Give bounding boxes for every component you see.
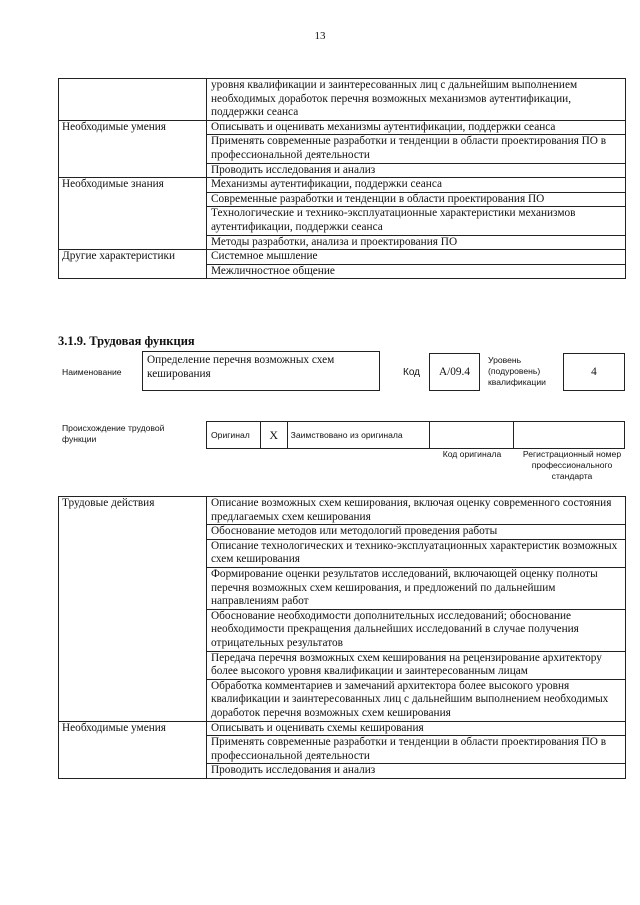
row-item-text: Описание технологических и технико-эксплуатационных характеристик возможных схем кеширования [207,539,626,567]
origin-mark: X [269,427,279,442]
origin-borrowed-cell [288,422,430,448]
row-item-text: Описывать и оценивать схемы кеширования [207,721,626,736]
table-row [59,178,626,193]
row-item-text: Проводить исследования и анализ [207,764,626,779]
origin-original-cell [207,422,261,448]
origin-label: Происхождение трудовой функции [62,423,165,444]
table-row [59,79,626,121]
page-number: 13 [314,30,326,42]
row-item-text: Применять современные разработки и тенденции в области проектирования ПО в профессиональной деятельности [207,135,626,163]
row-item-text: Обработка комментариев и замечаний архитектора более высокого уровня квалификации и заинтересованных лиц с дальнейшим выполнением необходимых доработок перечня возможных схем кеширования [207,679,626,721]
row-category-label: Трудовые действия [59,497,207,722]
code-label: Код [403,367,421,378]
labor-actions-table [58,496,626,779]
origin-row [206,421,625,449]
table-row [59,250,626,265]
level-label: Уровень (подуровень) квалификации [488,355,546,387]
origin-borrowed-label: Заимствовано из оригинала [290,430,403,440]
origin-mark-cell [261,422,288,448]
section-heading: 3.1.9. Трудовая функция [58,334,195,348]
row-item-text: Проводить исследования и анализ [207,163,626,178]
table-row [59,120,626,135]
row-category-label: Другие характеристики [59,250,207,279]
row-item-text: уровня квалификации и заинтересованных лиц с дальнейшим выполнением необходимых доработок перечня возможных механизмов аутентификации, поддержки сеанса [207,79,626,121]
origin-original-label: Оригинал [211,430,250,440]
row-category-label [59,79,207,121]
row-item-text: Методы разработки, анализа и проектирования ПО [207,235,626,250]
row-category-label: Необходимые умения [59,120,207,177]
table-row [59,497,626,525]
row-item-text: Передача перечня возможных схем кеширования на рецензирование архитектору более высокого уровня квалификации и заинтересованным лицам [207,651,626,679]
table-row [59,721,626,736]
name-label: Наименование [62,367,122,377]
row-item-text: Межличностное общение [207,264,626,279]
row-item-text: Описывать и оценивать механизмы аутентификации, поддержки сеанса [207,120,626,135]
row-category-label: Необходимые знания [59,178,207,250]
row-item-text: Формирование оценки результатов исследований, включающей оценку полноты перечня возможных схем кеширования, и предложений по дальнейшим направлениям работ [207,567,626,609]
row-item-text: Описание возможных схем кеширования, включая оценку современного состояния предлагаемых схем кеширования [207,497,626,525]
function-name-box: Определение перечня возможных схем кеширования [142,351,380,391]
origin-reg-caption: Регистрационный номер профессионального стандарта [522,449,622,481]
row-item-text: Системное мышление [207,250,626,265]
origin-code-caption: Код оригинала [442,449,502,459]
origin-code-cell [430,422,514,448]
origin-reg-cell [514,422,624,448]
row-item-text: Обоснование необходимости дополнительных исследований; обоснование необходимости прекращения дальнейших исследований в случае получения отрицательных результатов [207,609,626,651]
function-code-box: A/09.4 [429,353,480,391]
row-item-text: Механизмы аутентификации, поддержки сеанса [207,178,626,193]
row-category-label: Необходимые умения [59,721,207,778]
row-item-text: Применять современные разработки и тенденции в области проектирования ПО в профессиональной деятельности [207,736,626,764]
row-item-text: Обоснование методов или методологий проведения работы [207,525,626,540]
row-item-text: Современные разработки и тенденции в области проектирования ПО [207,192,626,207]
row-item-text: Технологические и технико-эксплуатационные характеристики механизмов аутентификации, поддержки сеанса [207,207,626,235]
level-value-box: 4 [563,353,625,391]
top-characteristics-table [58,78,626,279]
